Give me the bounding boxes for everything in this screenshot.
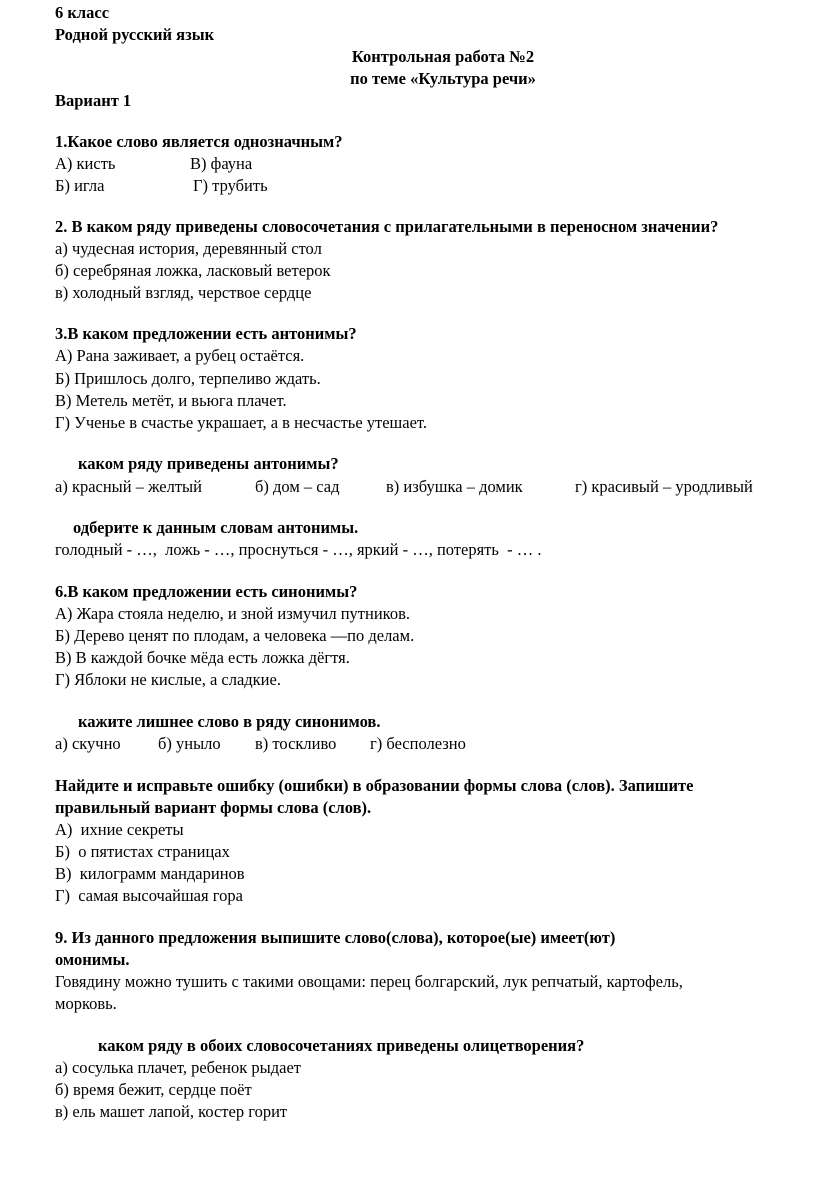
q6-option-a: А) Жара стояла неделю, и зной измучил путников. bbox=[55, 604, 411, 623]
question-8-line-1: Найдите и исправьте ошибку (ошибки) в образовании формы слова (слов). Запишите bbox=[55, 776, 694, 795]
q2-option-b: б) серебряная ложка, ласковый ветерок bbox=[55, 261, 331, 280]
q7-option-b: б) уныло bbox=[158, 734, 221, 753]
q6-option-g: Г) Яблоки не кислые, а сладкие. bbox=[55, 670, 281, 689]
q10-option-a: а) сосулька плачет, ребенок рыдает bbox=[55, 1058, 301, 1077]
q4-option-b: б) дом – сад bbox=[255, 477, 340, 496]
q4-option-a: а) красный – желтый bbox=[55, 477, 202, 496]
q4-option-g: г) красивый – уродливый bbox=[575, 477, 753, 496]
question-9-line-1: 9. Из данного предложения выпишите слово(слова), которое(ые) имеет(ют) bbox=[55, 928, 616, 947]
document-subtitle: по теме «Культура речи» bbox=[350, 69, 536, 88]
q7-option-g: г) бесполезно bbox=[370, 734, 466, 753]
q5-words: голодный - …, ложь - …, проснуться - …, яркий - …, потерять - … . bbox=[55, 540, 542, 559]
q4-option-v: в) избушка – домик bbox=[386, 477, 523, 496]
question-10: каком ряду в обоих словосочетаниях приведены олицетворения? bbox=[98, 1036, 585, 1055]
q1-option-g: Г) трубить bbox=[193, 176, 268, 195]
q10-option-v: в) ель машет лапой, костер горит bbox=[55, 1102, 288, 1121]
q8-option-a: А) ихние секреты bbox=[55, 820, 184, 839]
question-5: одберите к данным словам антонимы. bbox=[73, 518, 359, 537]
question-8-line-2: правильный вариант формы слова (слов). bbox=[55, 798, 372, 817]
q8-option-v: В) килограмм мандаринов bbox=[55, 864, 245, 883]
q2-option-v: в) холодный взгляд, черствое сердце bbox=[55, 283, 312, 302]
q7-option-v: в) тоскливо bbox=[255, 734, 337, 753]
q1-option-b: Б) игла bbox=[55, 176, 105, 195]
q1-option-a: А) кисть bbox=[55, 154, 116, 173]
q2-option-a: а) чудесная история, деревянный стол bbox=[55, 239, 322, 258]
subject-label: Родной русский язык bbox=[55, 25, 215, 44]
q10-option-b: б) время бежит, сердце поёт bbox=[55, 1080, 252, 1099]
q7-option-a: а) скучно bbox=[55, 734, 121, 753]
q6-option-b: Б) Дерево ценят по плодам, а человека —по делам. bbox=[55, 626, 415, 645]
q1-option-v: В) фауна bbox=[190, 154, 253, 173]
question-1: 1.Какое слово является однозначным? bbox=[55, 132, 343, 151]
q8-option-b: Б) о пятистах страницах bbox=[55, 842, 230, 861]
q3-option-g: Г) Ученье в счастье украшает, а в несчастье утешает. bbox=[55, 413, 427, 432]
q8-option-g: Г) самая высочайшая гора bbox=[55, 886, 243, 905]
question-6: 6.В каком предложении есть синонимы? bbox=[55, 582, 358, 601]
q3-option-b: Б) Пришлось долго, терпеливо ждать. bbox=[55, 369, 321, 388]
question-4: каком ряду приведены антонимы? bbox=[78, 454, 339, 473]
variant-label: Вариант 1 bbox=[55, 91, 132, 110]
grade-label: 6 класс bbox=[55, 3, 110, 22]
q3-option-a: А) Рана заживает, а рубец остаётся. bbox=[55, 346, 305, 365]
q6-option-v: В) В каждой бочке мёда есть ложка дёгтя. bbox=[55, 648, 350, 667]
q3-option-v: В) Метель метёт, и вьюга плачет. bbox=[55, 391, 287, 410]
question-7: кажите лишнее слово в ряду синонимов. bbox=[78, 712, 381, 731]
question-3: 3.В каком предложении есть антонимы? bbox=[55, 324, 357, 343]
q9-text-line-2: морковь. bbox=[55, 994, 117, 1013]
question-9-line-2: омонимы. bbox=[55, 950, 130, 969]
q9-text-line-1: Говядину можно тушить с такими овощами: перец болгарский, лук репчатый, картофель, bbox=[55, 972, 683, 991]
document-title: Контрольная работа №2 bbox=[351, 47, 535, 66]
question-2: 2. В каком ряду приведены словосочетания с прилагательными в переносном значении? bbox=[55, 217, 719, 236]
